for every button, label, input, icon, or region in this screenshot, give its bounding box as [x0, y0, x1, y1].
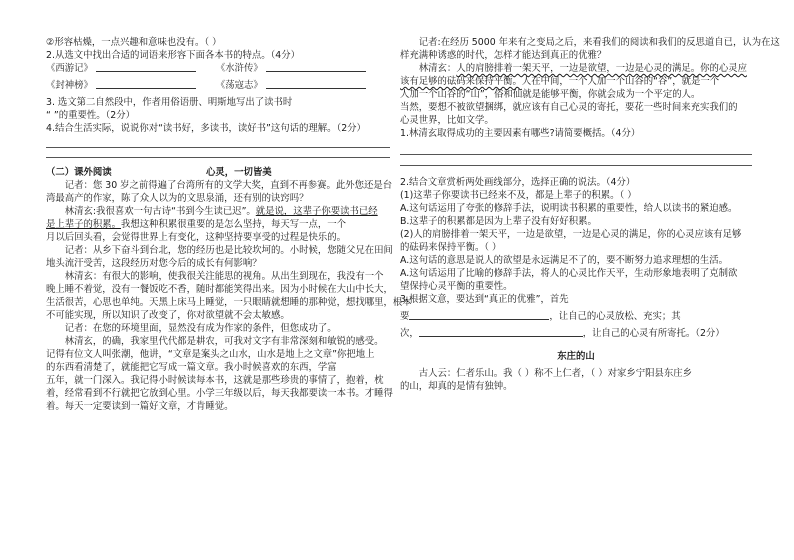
- para-line: 林清玄：有很大的影响，使我很关注能思的视角。从出生到现在，我没有一个: [64, 271, 384, 282]
- para-line: 记者：在您的环境里面，显然没有成为作家的条件，但您成功了。: [64, 323, 337, 334]
- answer-line[interactable]: [46, 157, 390, 158]
- text-run: ，让自己的心灵有所寄托。（2分）: [582, 328, 725, 339]
- option-a: A.这句话的意思是说人的欲望是永远满足不了的，要不断努力追求理想的生活。: [400, 255, 728, 266]
- para-line: [46, 218, 390, 231]
- para-line: [400, 75, 752, 88]
- para-line: 着。每天一定要读到一篇好文章，才肯睡觉。: [46, 401, 234, 412]
- question-2-2-cont: 的砝码来保持平衡。（ ）: [400, 242, 502, 253]
- answer-blank[interactable]: [419, 327, 583, 337]
- para-line: 心灵世界，比如文学。: [400, 115, 494, 126]
- para-line: 生活很苦，心思也单纯。天黑上床马上睡觉，一只眼睛就想睡的那种觉，想找哪里，根本: [46, 297, 412, 308]
- book-row-1: [46, 62, 390, 75]
- book-fengshen: 《封神榜》: [46, 80, 93, 91]
- text-run: ，让自己的心灵放松、充实；其: [549, 311, 681, 322]
- para-line: 湾最高产的作家，陈了众人以为的文思泉涌，还有别的诀窍吗？: [46, 193, 309, 204]
- answer-blank[interactable]: [409, 310, 549, 320]
- question-2-1: (1)这辈子你要读书已经来不及，都是上辈子的积累。（ ）: [400, 190, 637, 201]
- para-line: 五年，就一门深入。我记得小时候读每本书，这就是那些珍贵的事情了，抱着，枕: [46, 375, 384, 386]
- para-line: 记者：从乡下奋斗到台北，您的经历也是比较坎坷的。小时候，您随父兄在田间: [64, 245, 393, 256]
- para-line: 记者:在经历 5000 年来有之变局之后，来看我们的阅读和我们的反思道自已，认为在这: [418, 37, 780, 48]
- para-line: 不可能实现，所以知识了改变了，你对欲望就不会太敏感。: [46, 310, 290, 321]
- article-title: 心灵，一切皆美: [206, 167, 272, 178]
- question-2: 2.从选文中找出合适的词语来形容下面各本书的特点。（4分）: [46, 50, 300, 61]
- question-4: 4.结合生活实际，说说你对“读书好，多读书，读好书”这句话的理解。（2分）: [46, 123, 366, 134]
- book-row-2: [46, 79, 390, 92]
- text-run: 林清玄：: [418, 63, 457, 74]
- para-line: 月以后回头看，会觉得世界上有变化，这种坚持要享受的过程是快乐的。: [46, 232, 347, 243]
- section-title: （二）课外阅读: [46, 167, 112, 178]
- answer-line[interactable]: [400, 154, 752, 155]
- para-line: 林清玄，的确，我家里代代都是耕农，可我对文字有非常深刻和敏锐的感受。: [64, 336, 384, 347]
- question-3-line-1: 3. 选文第二自然段中，作者用俗语册、明斯地写出了读书时: [46, 97, 293, 108]
- underlined-text: 该有足够的砝码来保持平衡。: [400, 76, 522, 87]
- text-run: 人在中间，一个人加一个山谷的“谷”，就是一个: [521, 76, 720, 87]
- text-run: 我想这种积累很重要的是怎么坚持，每天写一点，一个: [121, 219, 347, 230]
- book-xiyouji: 《西游记》: [46, 63, 93, 74]
- answer-blank[interactable]: [96, 79, 196, 89]
- section-header: [46, 166, 390, 179]
- option-a: A.这句话运用了夸张的修辞手法，说明读书积累的重要性，给人以读书的紧迫感。: [400, 203, 738, 214]
- q2-tail: ②形容枯燥，一点兴趣和意味也没有。（ ）: [46, 37, 222, 48]
- para-line: 人加一个山谷的“山”，俗和仙就是能够平衡，你就会成为一个平定的人。: [400, 89, 701, 100]
- para-line: 样充满种诱惑的时代，怎样才能达到真正的优雅？: [400, 50, 607, 61]
- question-3-blank-2: [400, 327, 752, 340]
- option-a-second: A.这句话运用了比喻的修辞手法，将人的心灵比作天平，生动形象地表明了克制欲: [400, 268, 738, 279]
- para-line: 的山，却真的是情有独钟。: [400, 381, 513, 392]
- underlined-text: 人的肩膀排着一架天平，一边是欲望，一边是心灵的满足。你的心灵应: [456, 63, 747, 74]
- para-line: [400, 62, 752, 75]
- right-column: [400, 36, 780, 393]
- para-line: 古人云：仁者乐山。我（ ）称不上仁者，（ ）对家乡宁阳县东庄乡: [418, 368, 692, 379]
- question-3: 3.根据文意，要达到“真正的优雅”，首先: [400, 294, 569, 305]
- text-run: 林清玄:我很喜欢一句古诗“书到今生读已迟”。: [64, 206, 256, 217]
- answer-line[interactable]: [46, 147, 390, 148]
- article2-title: 东庄的山: [557, 351, 595, 362]
- left-column: [46, 36, 412, 413]
- para-line: 记者：您 30 岁之前得遍了台湾所有的文学大奖，直到不再参赛。此外您还是台: [64, 180, 393, 191]
- question-1: 1.林清玄取得成功的主要因素有哪些?请简要概括。（4分）: [400, 128, 641, 139]
- book-shuihu: 《水浒传》: [215, 63, 263, 74]
- para-line: 地头流汗受苦，这段经历对您今后的成长有何影响？: [46, 258, 262, 269]
- text-run: 次，: [400, 328, 419, 339]
- para-line: 的东西看清楚了，就能把它写成一篇文章。我小时候喜欢的东西，学富: [46, 362, 337, 373]
- book-dangkou: 《荡寇志》: [215, 80, 263, 91]
- para-line: 着，经常看到不行就把它放到心里。小学三年级以后，每天我都要读一本书。才睡得: [46, 388, 393, 399]
- question-2-2: (2)人的肩膀排着一架天平，一边是欲望，一边是心灵的满足，你的心灵应该有足够: [400, 229, 742, 240]
- answer-line[interactable]: [400, 165, 752, 166]
- question-2: 2.结合文章赏析两处画线部分，选择正确的说法。（4分）: [400, 177, 636, 188]
- underlined-text: 就是说，这辈子你要读书已经: [255, 206, 378, 217]
- text-run: 要: [400, 311, 410, 322]
- option-b: B.这辈子的积累都是因为上辈子没有好好积累。: [400, 216, 597, 227]
- para-line: 当然，要想不被欲望捆绑，就应该有自己心灵的寄托，要花一些时间来充实我们的: [400, 102, 738, 113]
- question-3-line-2: “ ”的重要性。（2分）: [46, 110, 135, 121]
- para-line: 晚上睡不着觉，没有一餐饭吃不香，随时都能笑得出来。因为小时候在大山中长大，: [46, 284, 393, 295]
- option-cont: 望保持心灵平衡的重要性。: [400, 281, 513, 292]
- answer-blank[interactable]: [266, 62, 366, 72]
- underlined-text: 是上辈子的积累。: [46, 219, 122, 230]
- para-line: 记得有位文人叫张潮，他讲，“文章是案头之山水，山水是地上之文章”你把地上: [46, 349, 375, 360]
- answer-blank[interactable]: [96, 62, 196, 72]
- question-3-blank-1: [400, 310, 752, 323]
- answer-blank[interactable]: [266, 79, 366, 89]
- para-line: [46, 205, 390, 218]
